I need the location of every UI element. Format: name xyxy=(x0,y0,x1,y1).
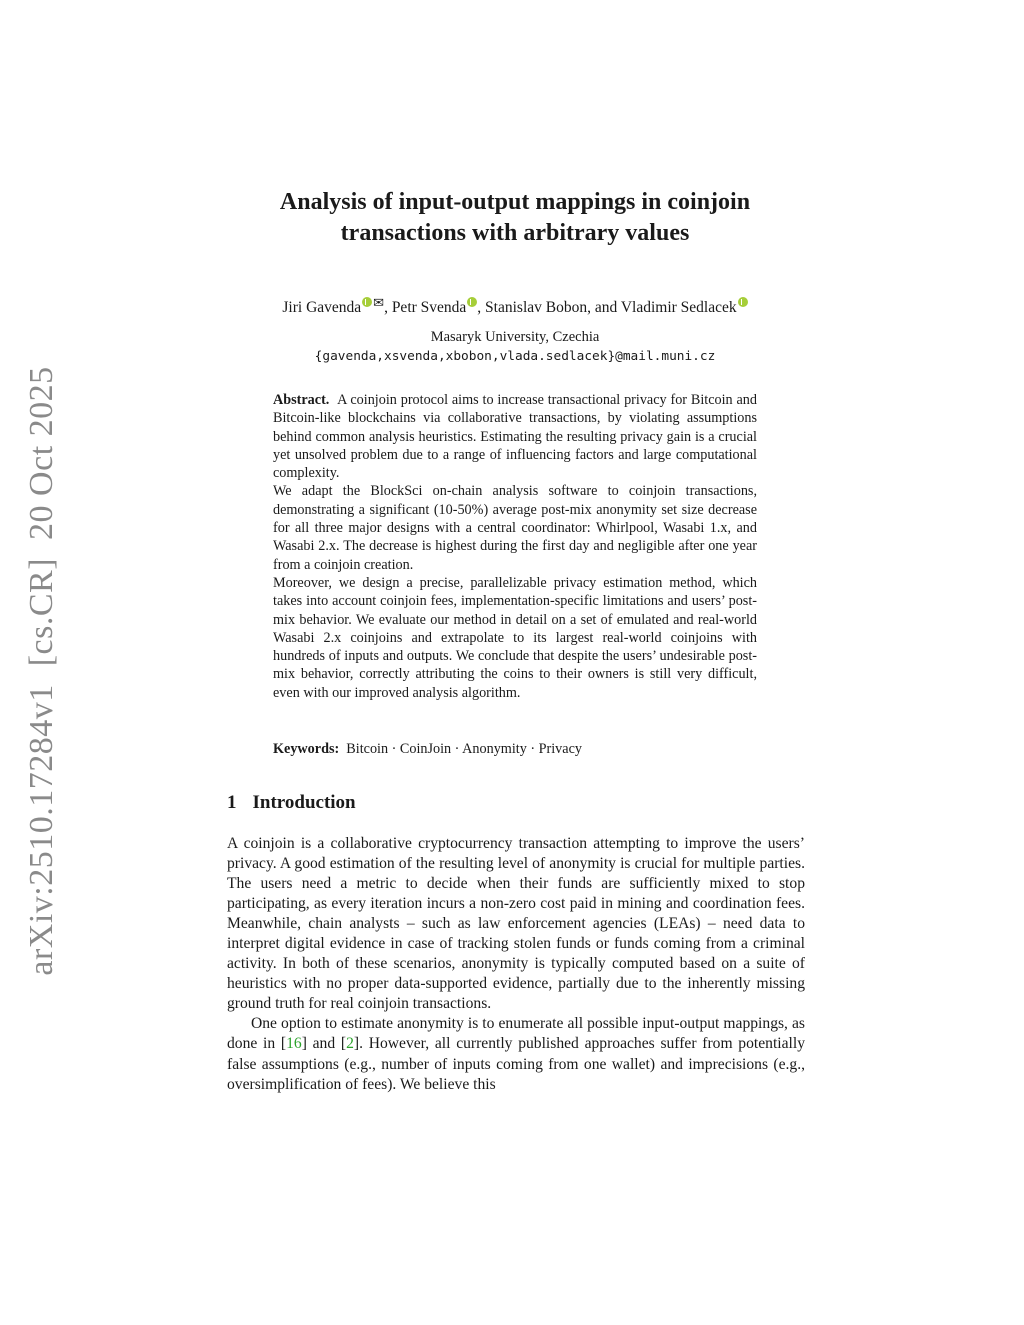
body-text-run: and xyxy=(306,1035,341,1053)
body-text-run: . However, all currently published approaches suffer from potentially false assumptions (e.g., number of inputs coming from one wallet) and imprecisions (e.g., oversimplification of fees). We believe this xyxy=(227,1035,805,1093)
author-name: Stanislav Bobon xyxy=(485,299,588,316)
affiliation: Masaryk University, Czechia xyxy=(430,329,600,345)
author-name: Petr Svenda xyxy=(391,299,467,316)
body-paragraph: One option to estimate anonymity is to enumerate all possible input-output mappings, as done in [16] and [2]. However, all currently published approaches suffer from potentially false assumptions (e.g., number of inputs coming from one wallet) and imprecisions (e.g., oversimplification of fees). We believe this xyxy=(227,1015,805,1093)
abstract-text: A coinjoin protocol aims to increase transactional privacy for Bitcoin and Bitcoin-like blockchains via collaborative transactions, by violating assumptions behind common analysis heuristics. Estimating the resulting privacy gain is a crucial yet unsolved problem due to a range of influencing factors and large computational complexity. xyxy=(273,392,757,482)
arxiv-date: 20 Oct 2025 xyxy=(23,366,60,540)
orcid-icon[interactable] xyxy=(467,297,477,307)
section-body xyxy=(227,834,805,1095)
paper-title xyxy=(150,187,880,249)
abstract-paragraph: We adapt the BlockSci on-chain analysis software to coinjoin transactions, demonstrating a significant (10-50%) average post-mix anonymity set size decrease for all three major designs with a central coordinator: Whirlpool, Wasabi 1.x, and Wasabi 2.x. The decrease is highest during the first day and negligible after one year from a coinjoin creation. xyxy=(273,483,757,573)
orcid-icon[interactable] xyxy=(362,297,372,307)
keywords xyxy=(273,740,757,758)
citation-link[interactable]: 2 xyxy=(346,1035,354,1053)
arxiv-category: [cs.CR] xyxy=(23,557,60,667)
section-number: 1 xyxy=(227,792,237,813)
author-emails: {gavenda,xsvenda,xbobon,vlada.sedlacek}@mail.muni.cz xyxy=(314,349,716,364)
title-line-2: transactions with arbitrary values xyxy=(340,220,690,246)
abstract-paragraph xyxy=(273,391,757,482)
author-name: Vladimir Sedlacek xyxy=(620,299,737,316)
title-line-1: Analysis of input-output mappings in coinjoin xyxy=(279,189,751,215)
keywords-list: Bitcoin · CoinJoin · Anonymity · Privacy xyxy=(346,741,582,757)
author-list: Jiri Gavenda ✉, Petr Svenda , Stanislav Bobon, and Vladimir Sedlacek xyxy=(150,292,880,319)
abstract-paragraph: Moreover, we design a precise, parallelizable privacy estimation method, which takes into account coinjoin fees, implementation-specific limitations and users’ post-mix behavior. We evaluate our method in detail on a set of emulated and real-world Wasabi 2.x coinjoins and extrapolate to its largest real-world coinjoins with hundreds of inputs and outputs. We conclude that despite the users’ undesirable post-mix behavior, correctly attributing the coins to their owners is still very difficult, even with our improved analysis algorithm. xyxy=(273,574,757,701)
section-title: Introduction xyxy=(252,792,356,813)
keywords-label: Keywords: xyxy=(273,741,340,757)
abstract xyxy=(273,391,757,702)
orcid-icon[interactable] xyxy=(738,297,748,307)
envelope-icon: ✉ xyxy=(373,295,385,310)
arxiv-stamp xyxy=(23,348,61,975)
section-heading xyxy=(227,790,356,816)
body-text-run: One option to estimate anonymity is to enumerate all possible input-output mappings, as done in xyxy=(227,1015,805,1053)
citation-link[interactable]: 16 xyxy=(286,1035,302,1053)
author-name: Jiri Gavenda xyxy=(282,299,362,316)
abstract-label: Abstract. xyxy=(273,392,330,408)
body-paragraph: A coinjoin is a collaborative cryptocurrency transaction attempting to improve the users’ privacy. A good estimation of the resulting level of anonymity is crucial for multiple parties. The users need a metric to decide when their funds are sufficiently mixed to stop participating, as every iteration incurs a non-zero cost paid in mining and coordination fees. Meanwhile, chain analysts – such as law enforcement agencies (LEAs) – need data to interpret digital evidence in case of tracking stolen funds or funds coming from a criminal activity. In both of these scenarios, anonymity is typically computed based on a suite of heuristics with no proper data-supported evidence, partially due to the inherently missing ground truth for real coinjoin transactions. xyxy=(227,835,805,1013)
arxiv-id: arXiv:2510.17284v1 xyxy=(23,684,60,976)
